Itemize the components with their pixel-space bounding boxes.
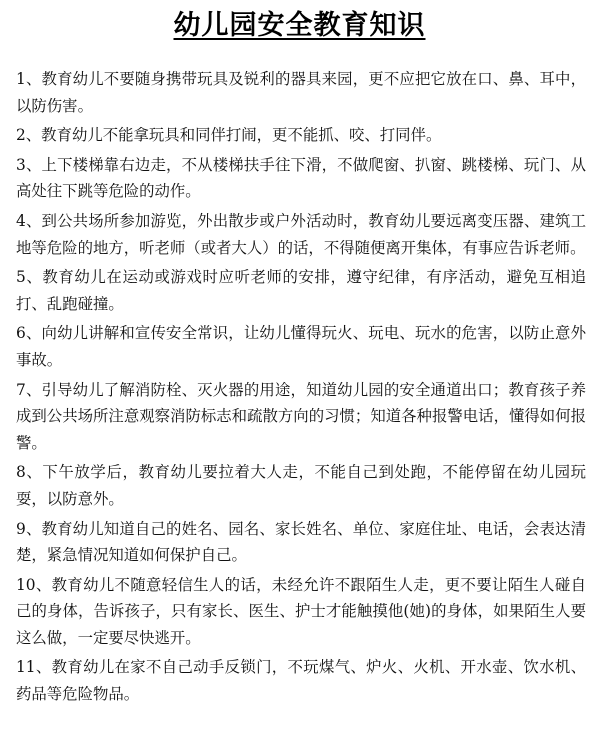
- list-item: 2、教育幼儿不能拿玩具和同伴打闹，更不能抓、咬、打同伴。: [16, 126, 442, 145]
- list-item: 10、教育幼儿不随意轻信生人的话，未经允许不跟陌生人走，更不要让陌生人碰自己的身体，告诉孩子，只有家长、医生、护士才能触摸他(她)的身体，如果陌生人要这么做，一定要尽快逃开。: [16, 575, 586, 647]
- document-title: 幼儿园安全教育知识: [173, 10, 426, 41]
- list-item: 3、上下楼梯靠右边走，不从楼梯扶手往下滑，不做爬窗、扒窗、跳楼梯、玩门、从高处往下跳等危险的动作。: [16, 155, 586, 201]
- safety-tips-list: [16, 66, 586, 711]
- list-item: 5、教育幼儿在运动或游戏时应听老师的安排，遵守纪律，有序活动，避免互相追打、乱跑碰撞。: [16, 268, 586, 313]
- list-item: 8、下午放学后，教育幼儿要拉着大人走，不能自己到处跑，不能停留在幼儿园玩耍，以防意外。: [16, 463, 586, 508]
- list-item: 11、教育幼儿在家不自己动手反锁门，不玩煤气、炉火、火机、开水壶、饮水机、药品等危险物品。: [16, 658, 586, 703]
- list-item: 6、向幼儿讲解和宣传安全常识，让幼儿懂得玩火、玩电、玩水的危害，以防止意外事故。: [16, 324, 586, 369]
- list-item: 9、教育幼儿知道自己的姓名、园名、家长姓名、单位、家庭住址、电话，会表达清楚，紧急情况知道如何保护自己。: [16, 519, 586, 564]
- list-item: 4、到公共场所参加游览，外出散步或户外活动时，教育幼儿要远离变压器、建筑工地等危险的地方，听老师（或者大人）的话，不得随便离开集体，有事应告诉老师。: [16, 212, 586, 257]
- list-item: 1、教育幼儿不要随身携带玩具及锐利的器具来园，更不应把它放在口、鼻、耳中，以防伤害。: [16, 70, 586, 115]
- list-item: 7、引导幼儿了解消防栓、灭火器的用途，知道幼儿园的安全通道出口；教育孩子养成到公共场所注意观察消防标志和疏散方向的习惯；知道各种报警电话，懂得如何报警。: [16, 380, 586, 452]
